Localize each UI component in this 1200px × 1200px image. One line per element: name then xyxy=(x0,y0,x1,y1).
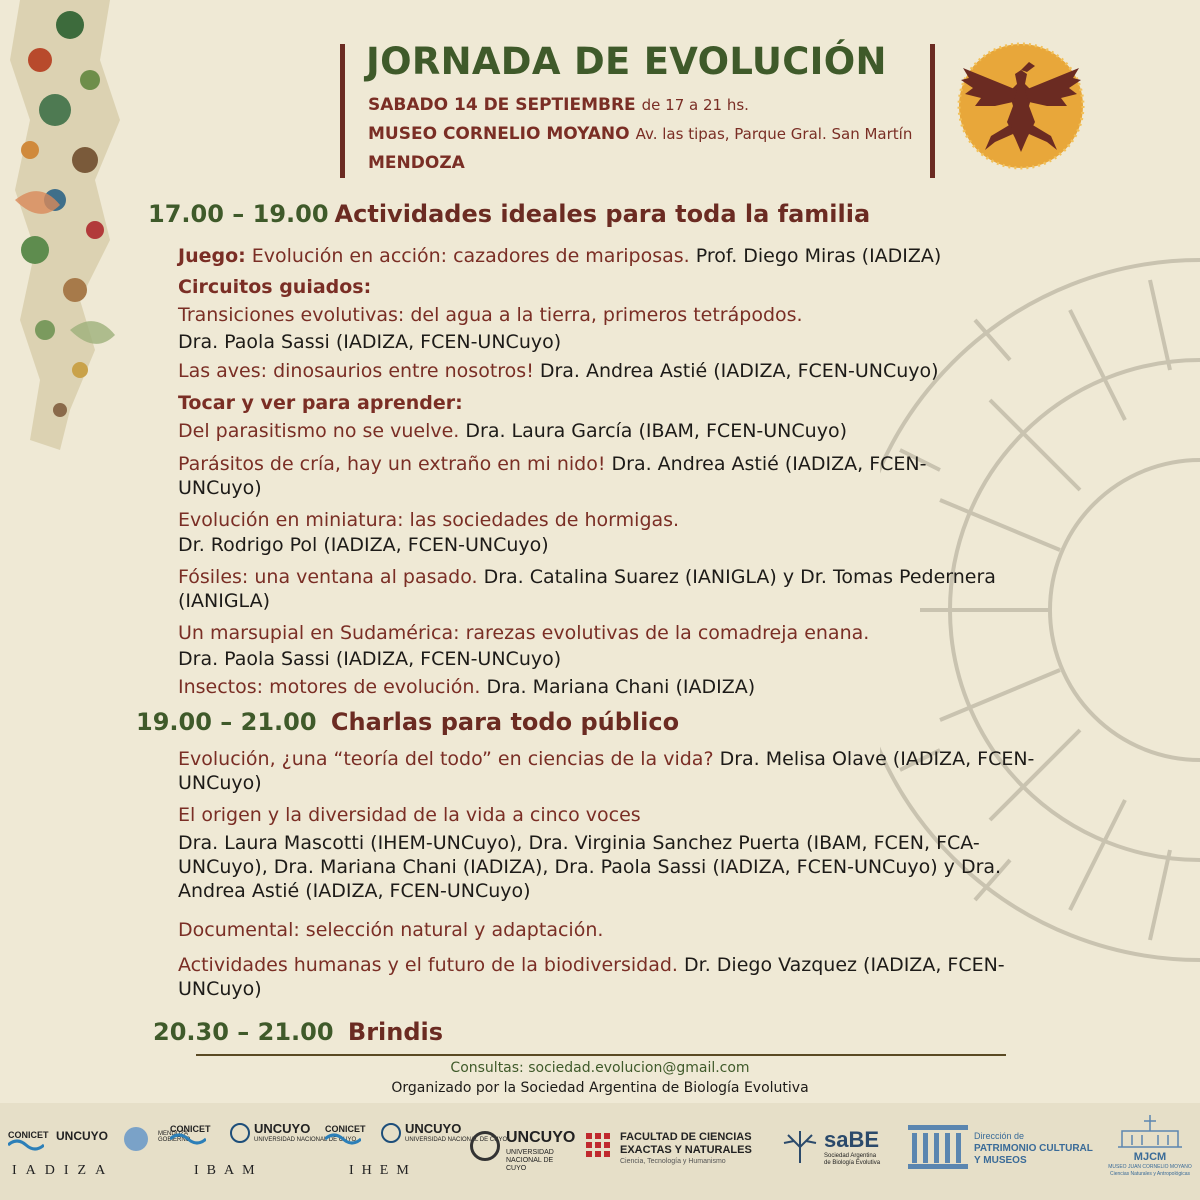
activity-category-heading xyxy=(178,391,1058,415)
activity-item xyxy=(178,675,1058,699)
activity-title: Del parasitismo no se vuelve. xyxy=(178,420,460,442)
talk-title: El origen y la diversidad de la vida a cinco voces xyxy=(178,804,641,826)
event-date: SABADO 14 DE SEPTIEMBRE xyxy=(368,95,636,115)
event-title: JORNADA DE EVOLUCIÓN xyxy=(366,40,887,83)
activity-item xyxy=(178,303,1058,327)
talk-item xyxy=(178,803,1058,827)
sabe-subtitle2: de Biología Evolutiva xyxy=(824,1160,881,1166)
schedule-block-2-time: 19.00 – 21.00 xyxy=(136,708,317,736)
conicet-wave-icon xyxy=(8,1137,44,1151)
nature-collage-illustration xyxy=(0,0,135,450)
uncuyo-wordmark: UNCUYO xyxy=(254,1121,311,1136)
activity-item xyxy=(178,565,1038,613)
schedule-block-1-time: 17.00 – 19.00 xyxy=(148,200,329,228)
activity-item xyxy=(178,452,988,500)
patrimonio-line3: Y MUSEOS xyxy=(974,1155,1027,1166)
schedule-block-2-label: Charlas para todo público xyxy=(322,708,680,736)
talk-item xyxy=(178,747,1038,795)
conicet-wave-icon xyxy=(170,1131,206,1145)
activity-title: Las aves: dinosaurios entre nosotros! xyxy=(178,360,534,382)
mendoza-wordmark: MENDOZA GOBIERNO xyxy=(158,1131,191,1143)
talk-presenter: Dra. Melisa Olave (IADIZA, FCEN-UNCuyo) xyxy=(178,748,1035,794)
activity-category: Tocar y ver para aprender: xyxy=(178,392,463,414)
uncuyo-subtitle: UNIVERSIDAD NACIONAL DE CUYO xyxy=(254,1137,357,1143)
activity-item xyxy=(178,419,1058,443)
iadiza-wordmark: IADIZA xyxy=(12,1163,115,1178)
talk-title: Actividades humanas y el futuro de la biodiversidad. xyxy=(178,954,678,976)
schedule-block-3-heading xyxy=(153,1018,443,1046)
activity-item xyxy=(178,330,1058,354)
fcen-line1: FACULTAD DE CIENCIAS xyxy=(620,1131,752,1143)
uncuyo-wordmark: UNCUYO xyxy=(56,1129,109,1143)
patrimonio-line1: Dirección de xyxy=(974,1131,1025,1141)
museum-building-icon xyxy=(1108,1111,1192,1149)
ibam-wordmark: IBAM xyxy=(194,1163,263,1178)
sabe-tree-icon xyxy=(780,1129,820,1165)
uncuyo-wordmark: UNCUYO xyxy=(506,1129,576,1146)
activity-title: Insectos: motores de evolución. xyxy=(178,676,481,698)
conicet-wordmark: CONICET xyxy=(8,1130,49,1140)
schedule-block-1-heading xyxy=(148,200,870,228)
schedule-block-2-heading xyxy=(136,708,679,736)
talk-item xyxy=(178,918,1058,942)
header-divider-left xyxy=(340,44,345,178)
sponsor-logos-strip xyxy=(0,1103,1200,1200)
activity-item xyxy=(178,647,1058,671)
archaeopteryx-emblem-logo xyxy=(955,40,1087,172)
activity-presenter: Dra. Laura García (IBAM, FCEN-UNCuyo) xyxy=(459,420,847,442)
mendoza-seal-icon xyxy=(124,1127,148,1151)
event-date-line xyxy=(368,95,749,115)
event-venue-line xyxy=(368,124,912,144)
activity-category-heading xyxy=(178,275,1058,299)
mjcm-line2: Ciencias Naturales y Antropológicas xyxy=(1109,1171,1191,1177)
event-address: Av. las tipas, Parque Gral. San Martín xyxy=(635,125,913,143)
uncuyo-seal-icon xyxy=(470,1131,500,1161)
event-venue: MUSEO CORNELIO MOYANO xyxy=(368,124,630,144)
mjcm-line1: MUSEO JUAN CORNELIO MOYANO xyxy=(1108,1164,1192,1170)
mjcm-wordmark: MJCM xyxy=(1133,1151,1167,1163)
activity-title: Fósiles: una ventana al pasado. xyxy=(178,566,478,588)
activity-presenter: Dr. Rodrigo Pol (IADIZA, FCEN-UNCuyo) xyxy=(178,534,549,556)
uncuyo-subtitle: UNIVERSIDAD NACIONAL DE CUYO xyxy=(506,1149,554,1172)
activity-title: Un marsupial en Sudamérica: rarezas evolutivas de la comadreja enana. xyxy=(178,622,870,644)
event-hours: de 17 a 21 hs. xyxy=(641,96,749,114)
uncuyo-seal-icon xyxy=(381,1123,401,1143)
conicet-wave-icon xyxy=(325,1131,361,1145)
activity-presenter: Dra. Catalina Suarez (IANIGLA) y Dr. Tomas Pedernera (IANIGLA) xyxy=(178,566,996,612)
patrimonio-line2: PATRIMONIO CULTURAL xyxy=(974,1143,1093,1154)
schedule-block-3-time: 20.30 – 21.00 xyxy=(153,1018,334,1046)
event-city: MENDOZA xyxy=(368,153,465,173)
uncuyo-seal-icon xyxy=(230,1123,250,1143)
activity-presenter: Dra. Paola Sassi (IADIZA, FCEN-UNCuyo) xyxy=(178,648,562,670)
talk-title: Evolución, ¿una “teoría del todo” en ciencias de la vida? xyxy=(178,748,714,770)
talk-presenter: Dr. Diego Vazquez (IADIZA, FCEN-UNCuyo) xyxy=(178,954,1005,1000)
activity-title: Parásitos de cría, hay un extraño en mi nido! xyxy=(178,453,606,475)
talk-item xyxy=(178,831,1068,903)
activity-presenter: Prof. Diego Miras (IADIZA) xyxy=(689,245,942,267)
activity-title: Evolución en miniatura: las sociedades de hormigas. xyxy=(178,509,680,531)
talk-presenters: Dra. Laura Mascotti (IHEM-UNCuyo), Dra. Virginia Sanchez Puerta (IBAM, FCEN, FCA-UNCuyo), Dra. Mariana Chani (IADIZA), Dra. Paola Sassi (IADIZA, FCEN-UNCuyo) y Dra. Andrea Astié (IADIZA, FCEN-UNCuyo) xyxy=(178,832,1002,902)
activity-presenter: Dra. Andrea Astié (IADIZA, FCEN-UNCuyo) xyxy=(533,360,939,382)
activity-item xyxy=(178,533,1058,557)
sabe-wordmark: saBE xyxy=(824,1127,880,1152)
event-city-line xyxy=(368,153,465,173)
activity-item xyxy=(178,244,1058,268)
conicet-wordmark: CONICET xyxy=(325,1124,366,1134)
activity-item xyxy=(178,508,1058,532)
activity-item xyxy=(178,621,1058,645)
uncuyo-subtitle: UNIVERSIDAD NACIONAL DE CUYO xyxy=(405,1137,508,1143)
contact-email[interactable]: Consultas: sociedad.evolucion@gmail.com xyxy=(450,1060,750,1076)
activity-category: Circuitos guiados: xyxy=(178,276,372,298)
activity-item xyxy=(178,359,1058,383)
activity-title: Evolución en acción: cazadores de mariposas. xyxy=(245,245,690,267)
fcen-grid-icon xyxy=(586,1133,610,1161)
iadiza-logo xyxy=(8,1125,191,1178)
activity-category: Juego: xyxy=(178,245,246,267)
ihem-logo xyxy=(325,1119,508,1178)
activity-presenter: Dra. Andrea Astié (IADIZA, FCEN-UNCuyo) xyxy=(178,453,927,499)
fcen-line3: Ciencia, Tecnología y Humanismo xyxy=(620,1158,726,1165)
footer-divider xyxy=(196,1054,1006,1056)
activity-presenter: Dra. Paola Sassi (IADIZA, FCEN-UNCuyo) xyxy=(178,331,562,353)
activity-presenter: Dra. Mariana Chani (IADIZA) xyxy=(480,676,756,698)
sabe-subtitle1: Sociedad Argentina xyxy=(824,1153,877,1159)
activity-title: Transiciones evolutivas: del agua a la tierra, primeros tetrápodos. xyxy=(178,304,803,326)
schedule-block-1-label: Actividades ideales para toda la familia xyxy=(334,200,871,228)
fcen-line2: EXACTAS Y NATURALES xyxy=(620,1144,752,1156)
ihem-wordmark: IHEM xyxy=(349,1163,417,1178)
uncuyo-wordmark: UNCUYO xyxy=(405,1121,462,1136)
columns-icon xyxy=(908,1125,968,1169)
organizer-credit: Organizado por la Sociedad Argentina de Biología Evolutiva xyxy=(391,1080,809,1096)
talk-item xyxy=(178,953,1018,1001)
schedule-block-3-label: Brindis xyxy=(339,1018,444,1046)
header-divider-right xyxy=(930,44,935,178)
conicet-wordmark: CONICET xyxy=(170,1124,211,1134)
talk-title: Documental: selección natural y adaptación. xyxy=(178,919,604,941)
